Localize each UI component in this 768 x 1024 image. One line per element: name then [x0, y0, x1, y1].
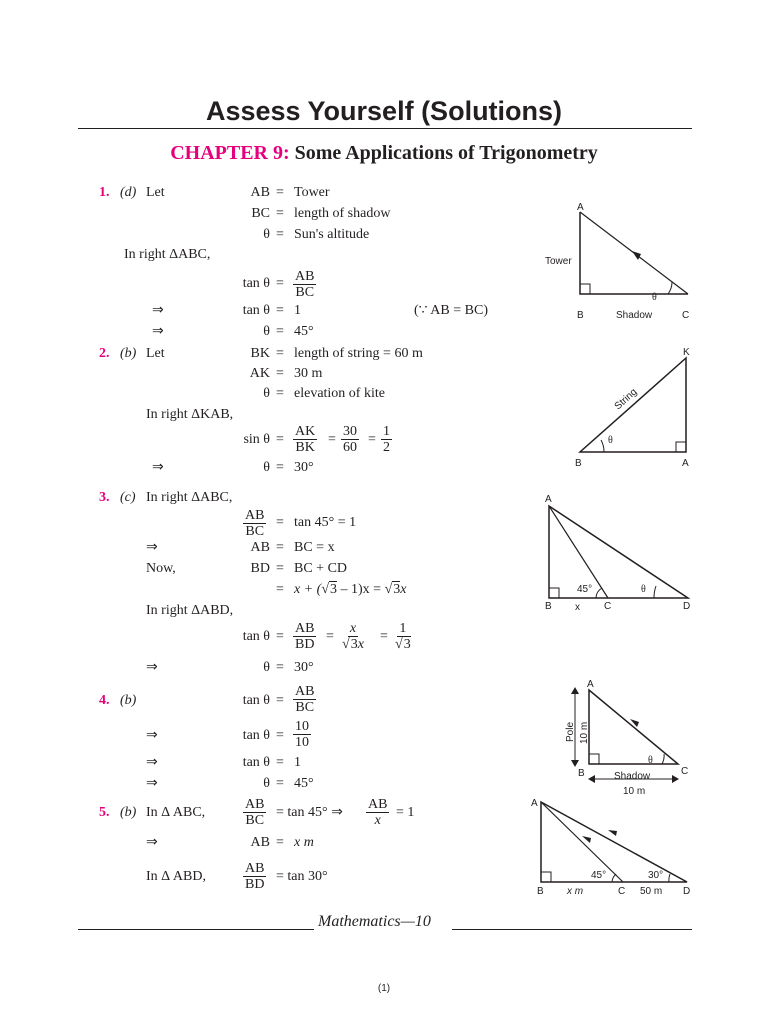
q4-l1-lhs: tan θ — [242, 693, 270, 708]
q3-option: (c) — [120, 490, 136, 505]
implies-symbol: ⇒ — [152, 303, 164, 318]
numerator: 1 — [383, 424, 390, 439]
q2-imp-lhs: θ — [263, 460, 270, 475]
q4-shadow-arrow-left — [588, 775, 595, 783]
numerator: AK — [295, 424, 316, 439]
numerator: AB — [245, 508, 265, 523]
q1-label-a: A — [577, 202, 584, 213]
q5-r3: = tan 30° — [276, 869, 328, 884]
q1-reason: (∵ AB = BC) — [414, 303, 488, 318]
numerator: AB — [295, 269, 315, 284]
q2-label-b: B — [575, 458, 582, 469]
q4-angle-arc — [662, 754, 664, 764]
q1-row-lhs: AB — [250, 185, 270, 200]
q2-figure — [568, 344, 698, 470]
q1-eq: = — [276, 206, 284, 221]
q5-r1: = 1 — [396, 805, 415, 820]
q4-eq: = — [276, 728, 284, 743]
q5-label-a: A — [531, 798, 538, 809]
q4-label-b: B — [578, 768, 585, 779]
implies-symbol: ⇒ — [152, 460, 164, 475]
q5-mid: = tan 45° ⇒ — [276, 805, 343, 820]
implies-symbol: ⇒ — [146, 776, 158, 791]
q3-bd-lhs: BD — [250, 561, 270, 576]
implies-symbol: ⇒ — [146, 540, 158, 555]
q1-let: Let — [146, 185, 165, 200]
q3-imp2-lhs: θ — [263, 660, 270, 675]
q1-row-lhs: θ — [263, 227, 270, 242]
q3-fraction-g2 — [340, 621, 366, 652]
q1-row-rhs: Sun's altitude — [294, 227, 370, 242]
q2-row-lhs: BK — [250, 346, 270, 361]
q2-label-string: String — [612, 386, 640, 413]
q4-label-pole-length: 10 m — [579, 721, 590, 744]
page-number: (1) — [377, 983, 391, 994]
q1-imp2-lhs: θ — [263, 324, 270, 339]
q4-right-angle — [589, 754, 599, 764]
denominator: 2 — [383, 440, 390, 455]
q3-eq: = — [276, 582, 284, 597]
q2-eq: = — [276, 366, 284, 381]
q2-label-theta: θ — [608, 435, 613, 446]
q1-tan-lhs: tan θ — [242, 276, 270, 291]
q2-let: Let — [146, 346, 165, 361]
denominator-sqrt: √3 — [395, 637, 411, 652]
q3-imp2-rhs: 30° — [294, 660, 314, 675]
numerator: AB — [295, 684, 315, 699]
q1-eq: = — [276, 227, 284, 242]
q5-fraction-3 — [243, 861, 266, 892]
q5-in-1: In Δ ABC, — [146, 805, 206, 820]
q3-r1: tan 45° = 1 — [294, 515, 357, 530]
numerator: 30 — [343, 424, 357, 439]
q4-label-shadow: Shadow — [614, 771, 651, 782]
q4-eq: = — [276, 693, 284, 708]
q2-eq: = — [276, 460, 284, 475]
q2-imp-rhs: 30° — [294, 460, 314, 475]
implies-symbol: ⇒ — [146, 755, 158, 770]
denominator: BK — [295, 440, 315, 455]
q5-fraction-1 — [243, 797, 266, 828]
q2-eq: = — [368, 432, 376, 447]
numerator: AB — [245, 797, 265, 812]
q4-l4-rhs: 45° — [294, 776, 314, 791]
q2-fraction-2 — [341, 424, 359, 455]
q3-line4-b: – 1)x = — [337, 582, 385, 597]
q4-label-pole: Pole — [565, 721, 576, 742]
q5-label-c: C — [618, 886, 626, 897]
q3-line4-radicand: 3 — [330, 582, 338, 597]
q1-row-lhs: BC — [251, 206, 270, 221]
q4-pole-arrow-down — [571, 760, 579, 767]
q3-imp-lhs: AB — [250, 540, 270, 555]
q5-label-b: B — [537, 886, 544, 897]
q4-l3-rhs: 1 — [294, 755, 301, 770]
q3-arc-45 — [596, 588, 602, 598]
q3-line4: x + (√3 – 1)x = √3x — [294, 582, 407, 597]
q3-arc-theta — [654, 586, 656, 598]
numerator: 10 — [295, 719, 309, 734]
q5-in-2: In Δ ABD, — [146, 869, 206, 884]
q1-row-rhs: Tower — [294, 185, 330, 200]
q3-line4-radicand-2: 3 — [393, 582, 401, 597]
q3-label-a: A — [545, 494, 552, 505]
q1-number: 1. — [99, 185, 110, 200]
implies-symbol: ⇒ — [146, 660, 158, 675]
page-title: Assess Yourself (Solutions) — [205, 96, 563, 126]
q3-line4-c: x — [400, 582, 407, 597]
q1-imp1-lhs: tan θ — [242, 303, 270, 318]
q1-eq: = — [276, 324, 284, 339]
variable: x — [357, 637, 364, 652]
q5-eq: = — [276, 835, 284, 850]
q3-bd-rhs: BC + CD — [294, 561, 348, 576]
q2-eq: = — [328, 432, 336, 447]
implies-symbol: ⇒ — [146, 728, 158, 743]
q3-eq: = — [276, 540, 284, 555]
q5-arrow-ac — [582, 836, 591, 843]
q2-fraction-3 — [381, 424, 392, 455]
q5-right-angle — [541, 872, 551, 882]
q1-in-right: In right ΔABC, — [124, 247, 211, 262]
q3-in-right-2: In right ΔABD, — [146, 603, 234, 618]
q2-fraction-1 — [293, 424, 317, 455]
q1-label-theta: θ — [652, 292, 657, 303]
q4-l3-lhs: tan θ — [242, 755, 270, 770]
chapter-label: CHAPTER 9: — [170, 142, 290, 164]
q5-line-ac — [541, 802, 623, 882]
footer-subject: Mathematics—10 — [318, 913, 431, 930]
implies-symbol: ⇒ — [146, 835, 158, 850]
q2-option: (b) — [120, 346, 137, 361]
q5-figure — [530, 794, 700, 900]
numerator: x — [349, 621, 357, 636]
denominator: BC — [245, 524, 265, 539]
q1-eq: = — [276, 276, 284, 291]
q2-triangle — [580, 358, 686, 452]
q4-label-theta: θ — [648, 755, 653, 766]
q2-row-lhs: θ — [263, 386, 270, 401]
q4-fraction-2 — [293, 719, 311, 750]
q2-row-lhs: AK — [249, 366, 270, 381]
q2-eq: = — [276, 346, 284, 361]
q3-eq: = — [326, 629, 334, 644]
q3-label-d: D — [683, 601, 691, 612]
q5-label-30: 30° — [648, 870, 664, 881]
numerator: AB — [368, 797, 388, 812]
q4-l2-lhs: tan θ — [242, 728, 270, 743]
q5-number: 5. — [99, 805, 110, 820]
q2-label-k: K — [683, 347, 690, 358]
q2-row-rhs: length of string = 60 m — [294, 346, 423, 361]
implies-symbol: ⇒ — [152, 324, 164, 339]
q3-in-right: In right ΔABC, — [146, 490, 233, 505]
numerator: AB — [245, 861, 265, 876]
q5-triangle-abd — [541, 802, 687, 882]
q1-eq: = — [276, 303, 284, 318]
q5-option: (b) — [120, 805, 137, 820]
q3-figure — [538, 490, 698, 616]
q3-eq: = — [276, 660, 284, 675]
q5-l2-lhs: AB — [250, 835, 270, 850]
q4-eq: = — [276, 755, 284, 770]
q2-angle-arc — [601, 440, 604, 452]
q1-right-angle — [580, 284, 590, 294]
q1-imp1-rhs: 1 — [294, 303, 301, 318]
q1-arrow — [632, 251, 641, 260]
q2-right-angle — [676, 442, 686, 452]
denominator-sqrt: √3x — [342, 637, 364, 652]
q4-l4-lhs: θ — [263, 776, 270, 791]
q3-label-b: B — [545, 601, 552, 612]
q1-eq: = — [276, 185, 284, 200]
title-rule — [78, 128, 692, 129]
denominator: BD — [295, 637, 315, 652]
q4-eq: = — [276, 776, 284, 791]
denominator: 60 — [343, 440, 357, 455]
q3-now: Now, — [146, 561, 176, 576]
q2-label-a: A — [682, 458, 689, 469]
q1-label-b: B — [577, 310, 584, 321]
q3-imp-rhs: BC = x — [294, 540, 335, 555]
q5-label-50m: 50 m — [640, 886, 663, 897]
q4-fraction-1 — [293, 684, 316, 715]
q4-label-c: C — [681, 766, 689, 777]
denominator: BC — [245, 813, 265, 828]
q4-label-a: A — [587, 679, 594, 690]
q3-label-45: 45° — [577, 584, 593, 595]
q3-tan-lhs: tan θ — [242, 629, 270, 644]
q1-fraction — [293, 269, 316, 300]
radicand: 3 — [350, 637, 358, 652]
radicand: 3 — [403, 637, 411, 652]
footer-rule-right — [452, 929, 692, 930]
q5-arc-45 — [612, 874, 616, 882]
q4-pole-arrow-up — [571, 687, 579, 694]
q3-line4-a: x + ( — [294, 582, 322, 597]
q5-label-d: D — [683, 886, 691, 897]
q5-label-xm: x m — [567, 886, 584, 897]
q2-number: 2. — [99, 346, 110, 361]
q1-label-tower: Tower — [545, 256, 572, 267]
q2-in-right: In right ΔKAB, — [146, 407, 234, 422]
q1-label-shadow: Shadow — [616, 310, 653, 321]
q3-fraction — [243, 508, 266, 539]
q1-label-c: C — [682, 310, 690, 321]
denominator: 10 — [295, 735, 309, 750]
chapter-title: Some Applications of Trigonometry — [294, 142, 598, 164]
q3-eq: = — [276, 515, 284, 530]
numerator: 1 — [399, 621, 407, 636]
q3-triangle-abd — [549, 506, 688, 598]
q2-row-rhs: elevation of kite — [294, 386, 385, 401]
footer-rule-left — [78, 929, 314, 930]
chapter-heading — [0, 142, 768, 165]
denominator: BD — [245, 877, 265, 892]
q5-arc-30 — [669, 874, 670, 882]
numerator: AB — [295, 621, 315, 636]
q5-arrow-ad — [608, 830, 617, 836]
q4-option: (b) — [120, 693, 137, 708]
q3-eq: = — [276, 629, 284, 644]
q2-row-rhs: 30 m — [294, 366, 323, 381]
q4-number: 4. — [99, 693, 110, 708]
denominator: BC — [295, 285, 315, 300]
q2-sin-lhs: sin θ — [243, 432, 270, 447]
q3-right-angle — [549, 588, 559, 598]
q3-fraction-g1 — [293, 621, 316, 652]
q1-imp2-rhs: 45° — [294, 324, 314, 339]
q2-eq: = — [276, 386, 284, 401]
q3-fraction-g3 — [393, 621, 413, 652]
q5-label-45: 45° — [591, 870, 607, 881]
q3-number: 3. — [99, 490, 110, 505]
q3-eq: = — [276, 561, 284, 576]
q1-row-rhs: length of shadow — [294, 206, 391, 221]
q1-angle-arc — [668, 282, 672, 294]
q4-shadow-arrow-right — [672, 775, 679, 783]
q1-option: (d) — [120, 185, 137, 200]
q3-label-theta: θ — [641, 584, 646, 595]
q4-label-shadow-length: 10 m — [623, 786, 646, 797]
q3-label-c: C — [604, 601, 612, 612]
q2-eq: = — [276, 432, 284, 447]
q5-l2-rhs: x m — [294, 835, 314, 850]
q4-triangle — [589, 690, 678, 764]
q3-label-x: x — [575, 602, 580, 613]
denominator: BC — [295, 700, 315, 715]
q1-figure — [540, 198, 700, 328]
q3-eq: = — [380, 629, 388, 644]
q4-figure — [560, 676, 700, 800]
denominator: x — [374, 813, 381, 828]
q5-fraction-2 — [366, 797, 389, 828]
